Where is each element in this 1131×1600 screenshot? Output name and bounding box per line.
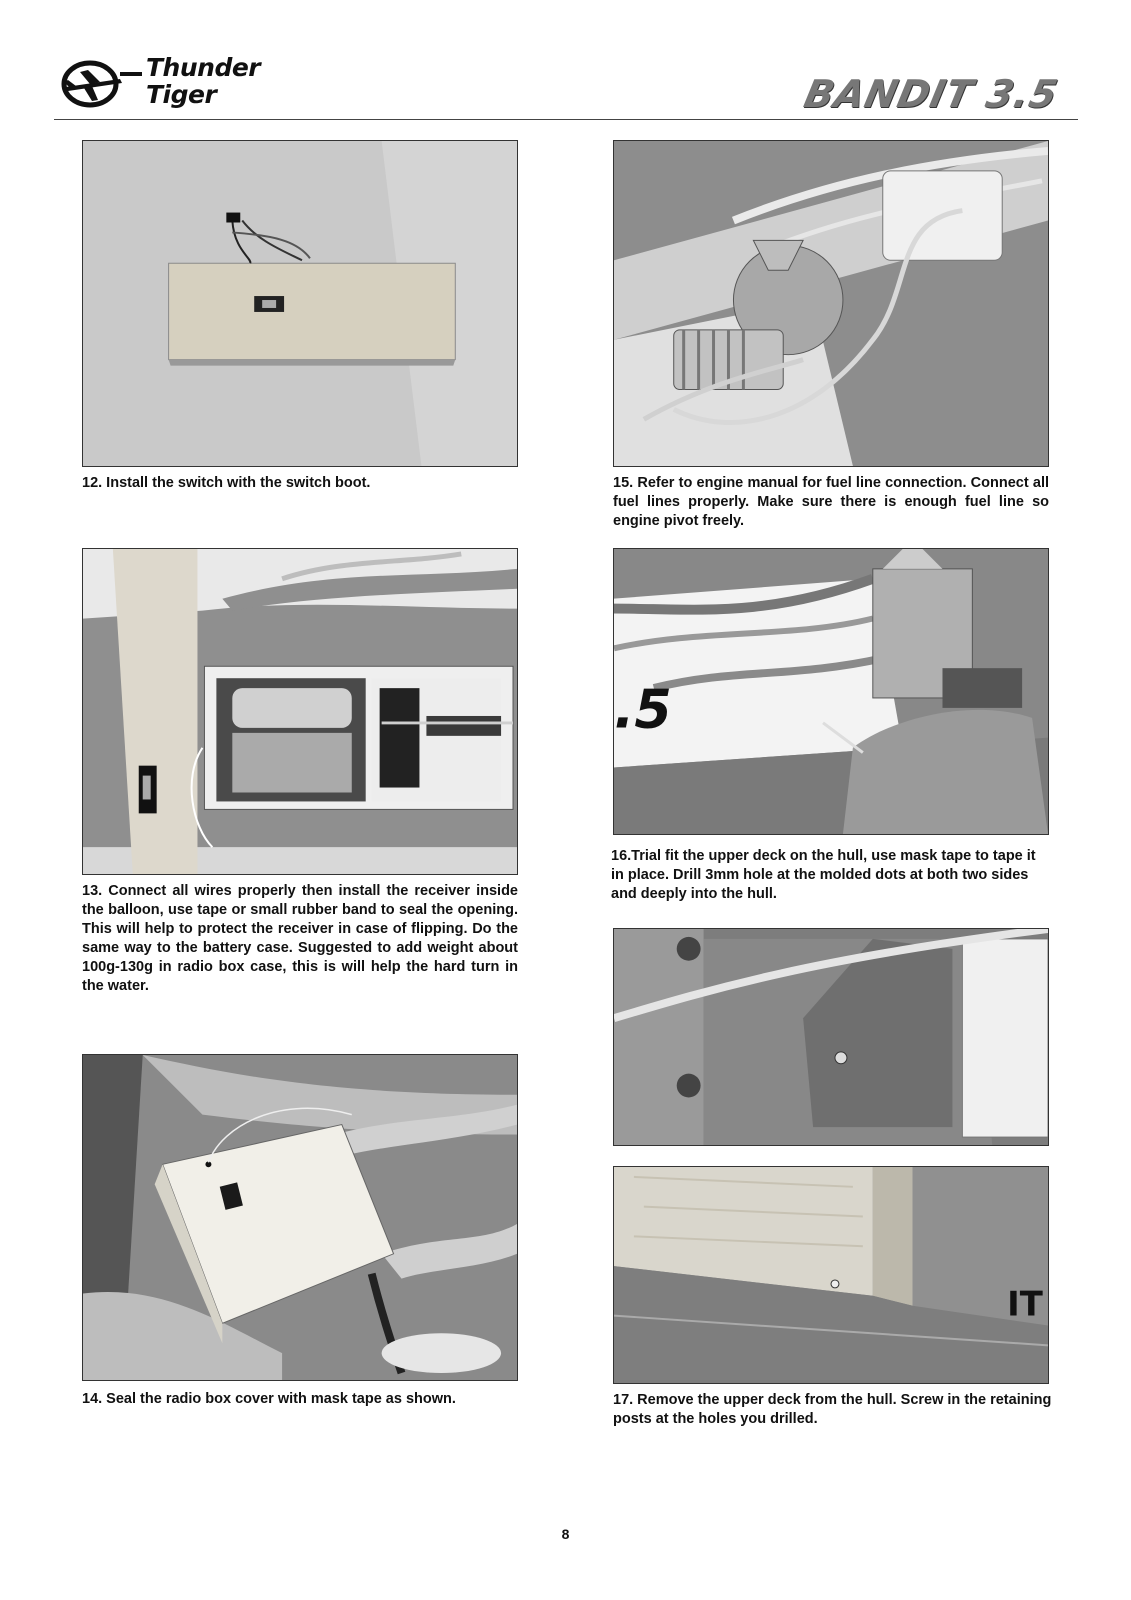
step-12-caption: 12. Install the switch with the switch boot.	[82, 475, 371, 491]
header-divider	[54, 119, 1078, 120]
step-14-photo	[82, 1054, 518, 1381]
step-16-caption: 16.Trial fit the upper deck on the hull, use mask tape to tape it in place. Drill 3mm hole at the molded dots at both two sides and deeply into the hull.	[611, 848, 1036, 902]
deck-decal-text: .5	[614, 677, 672, 741]
brand-line-1: Thunder	[146, 53, 261, 82]
product-title: BANDIT 3.5	[799, 72, 1062, 116]
step-14-caption: 14. Seal the radio box cover with mask tape as shown.	[82, 1391, 456, 1407]
step-16-photo	[613, 548, 1049, 835]
page-number: 8	[561, 1526, 570, 1542]
thunder-tiger-logo	[60, 52, 290, 122]
brand-line-2: Tiger	[146, 80, 217, 109]
hull-decal-text: IT	[1007, 1284, 1043, 1324]
airplane-icon	[60, 60, 142, 108]
step-17-caption: 17. Remove the upper deck from the hull. Screw in the retaining posts at the holes you drilled.	[613, 1392, 1052, 1427]
step-13-caption: 13. Connect all wires properly then install the receiver inside the balloon, use tape or small rubber band to seal the opening. This will help to protect the receiver in case of flipping. Do the same way to the battery case. Suggested to add weight about 100g-130g in radio box case, this is will help the hard turn in the water.	[82, 883, 518, 994]
step-15-caption: 15. Refer to engine manual for fuel line connection. Connect all fuel lines properly. Make sure there is enough fuel line so engine pivot freely.	[613, 475, 1049, 529]
step-15-photo	[613, 140, 1049, 467]
step-12-photo	[82, 140, 518, 467]
step-17-photo-top	[613, 928, 1049, 1146]
step-17-photo-bottom	[613, 1166, 1049, 1384]
step-13-photo	[82, 548, 518, 875]
